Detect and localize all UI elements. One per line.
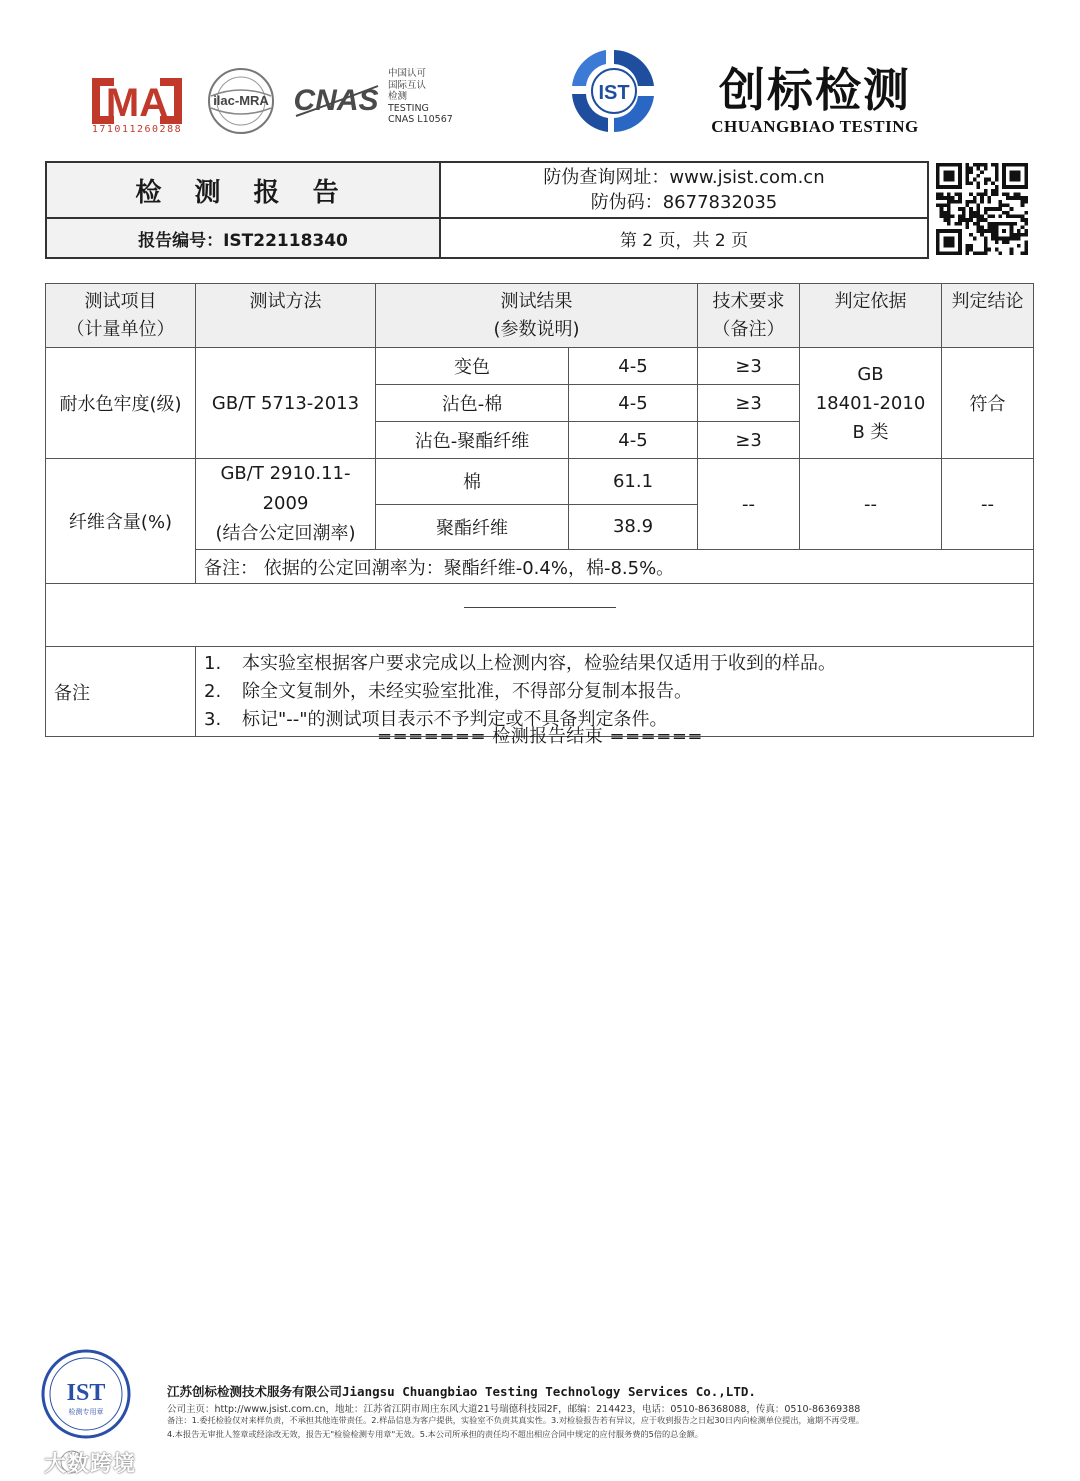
brand-name-en: CHUANGBIAO TESTING <box>711 117 919 136</box>
param-cell: 变色 <box>376 348 569 385</box>
method-water-fastness: GB/T 5713-2013 <box>196 348 376 459</box>
svg-text:CNAS: CNAS <box>293 84 379 117</box>
requirement-cell: ≥3 <box>698 385 800 422</box>
brand-name-cn: 创标检测 <box>719 63 911 117</box>
footer-note-2: 4.本报告无审批人签章或经涂改无效，报告无"检验检测专用章"无效。5.本公司所承担的责任均不超出相应合同中规定的应付服务费的5倍的总金额。 <box>167 1429 703 1439</box>
remarks-label: 备注 <box>46 647 196 737</box>
param-cell: 棉 <box>376 459 569 505</box>
header-requirement: 技术要求 （备注） <box>698 284 800 348</box>
header-conclusion: 判定结论 <box>942 284 1034 348</box>
remark-item: 3. 标记"--"的测试项目表示不予判定或不具备判定条件。 <box>204 708 668 730</box>
remark-item: 2. 除全文复制外，未经实验室批准，不得部分复制本报告。 <box>204 680 692 702</box>
anti-fake-url: 防伪查询网址：www.jsist.com.cn <box>543 167 825 188</box>
item-fiber-content: 纤维含量(%) <box>46 459 196 584</box>
param-cell: 沾色-棉 <box>376 385 569 422</box>
report-title: 检 测 报 告 <box>47 163 441 219</box>
requirement-cell: ≥3 <box>698 422 800 459</box>
remark-item: 1. 本实验室根据客户要求完成以上检测内容，检验结果仅适用于收到的样品。 <box>204 652 836 674</box>
report-header <box>45 161 929 259</box>
ist-seal-stamp <box>40 1348 132 1440</box>
svg-text:IST: IST <box>598 82 630 104</box>
svg-text:ilac-MRA: ilac-MRA <box>213 93 269 108</box>
cma-number: 171011260288 <box>91 124 183 135</box>
value-cell: 4-5 <box>569 348 698 385</box>
cnas-caption: 中国认可 国际互认 检测 TESTING CNAS L10567 <box>388 68 453 125</box>
value-cell: 38.9 <box>569 504 698 550</box>
page-info: 第 2 页，共 2 页 <box>619 230 749 251</box>
footer-contact: 公司主页：http://www.jsist.com.cn，地址：江苏省江阴市周庄东风大道21号瑞德科技园2F，邮编：214423，电话：0510-86368088，传真：0510-86369388 <box>167 1404 861 1415</box>
table-header-row <box>46 284 1034 348</box>
svg-text:MA: MA <box>105 81 169 125</box>
test-results-table <box>45 283 1034 737</box>
value-cell: 61.1 <box>569 459 698 505</box>
requirement-cell: ≥3 <box>698 348 800 385</box>
watermark-text: 大数跨境 <box>44 1452 137 1477</box>
blank-row <box>46 584 1034 647</box>
basis-water-fastness: GB 18401-2010 B 类 <box>800 348 942 459</box>
header-test-result: 测试结果 (参数说明) <box>376 284 698 348</box>
fiber-note: 备注： 依据的公定回潮率为：聚酯纤维-0.4%，棉-8.5%。 <box>196 550 1034 584</box>
qr-code <box>936 163 1028 255</box>
ist-logo <box>568 46 660 136</box>
separator-line <box>464 607 616 608</box>
svg-text:检测专用章: 检测专用章 <box>68 1408 104 1416</box>
report-number: 报告编号：IST22118340 <box>47 219 441 257</box>
conclusion-fiber: -- <box>942 459 1034 550</box>
header-test-item: 测试项目 （计量单位） <box>46 284 196 348</box>
blank-cell <box>46 584 1034 647</box>
method-fiber-content: GB/T 2910.11-2009 (结合公定回潮率) <box>196 459 376 550</box>
table-row <box>46 459 1034 505</box>
cnas-logo <box>290 72 382 124</box>
anti-fake-info <box>441 163 927 219</box>
basis-fiber: -- <box>800 459 942 550</box>
value-cell: 4-5 <box>569 422 698 459</box>
param-cell: 沾色-聚酯纤维 <box>376 422 569 459</box>
footer-company: 江苏创标检测技术服务有限公司Jiangsu Chuangbiao Testing Technology Services Co.,LTD. <box>167 1384 756 1399</box>
header-basis: 判定依据 <box>800 284 942 348</box>
anti-fake-code: 防伪码：8677832035 <box>590 192 778 213</box>
ilac-mra-logo <box>205 66 277 136</box>
table-row <box>46 348 1034 385</box>
requirement-fiber: -- <box>698 459 800 550</box>
footer-note-1: 备注：1.委托检验仅对来样负责，不承担其他连带责任。2.样品信息为客户提供，实验室不负责其真实性。3.对检验报告若有异议，应于收到报告之日起30日内向检测单位提出，逾期不再受理。 <box>167 1415 865 1425</box>
header-test-method: 测试方法 <box>196 284 376 348</box>
param-cell: 聚酯纤维 <box>376 504 569 550</box>
report-end-marker: ======= 检测报告结束 ====== <box>376 726 703 747</box>
item-water-fastness: 耐水色牢度(级) <box>46 348 196 459</box>
conclusion-water-fastness: 符合 <box>942 348 1034 459</box>
svg-text:IST: IST <box>66 1380 106 1406</box>
value-cell: 4-5 <box>569 385 698 422</box>
